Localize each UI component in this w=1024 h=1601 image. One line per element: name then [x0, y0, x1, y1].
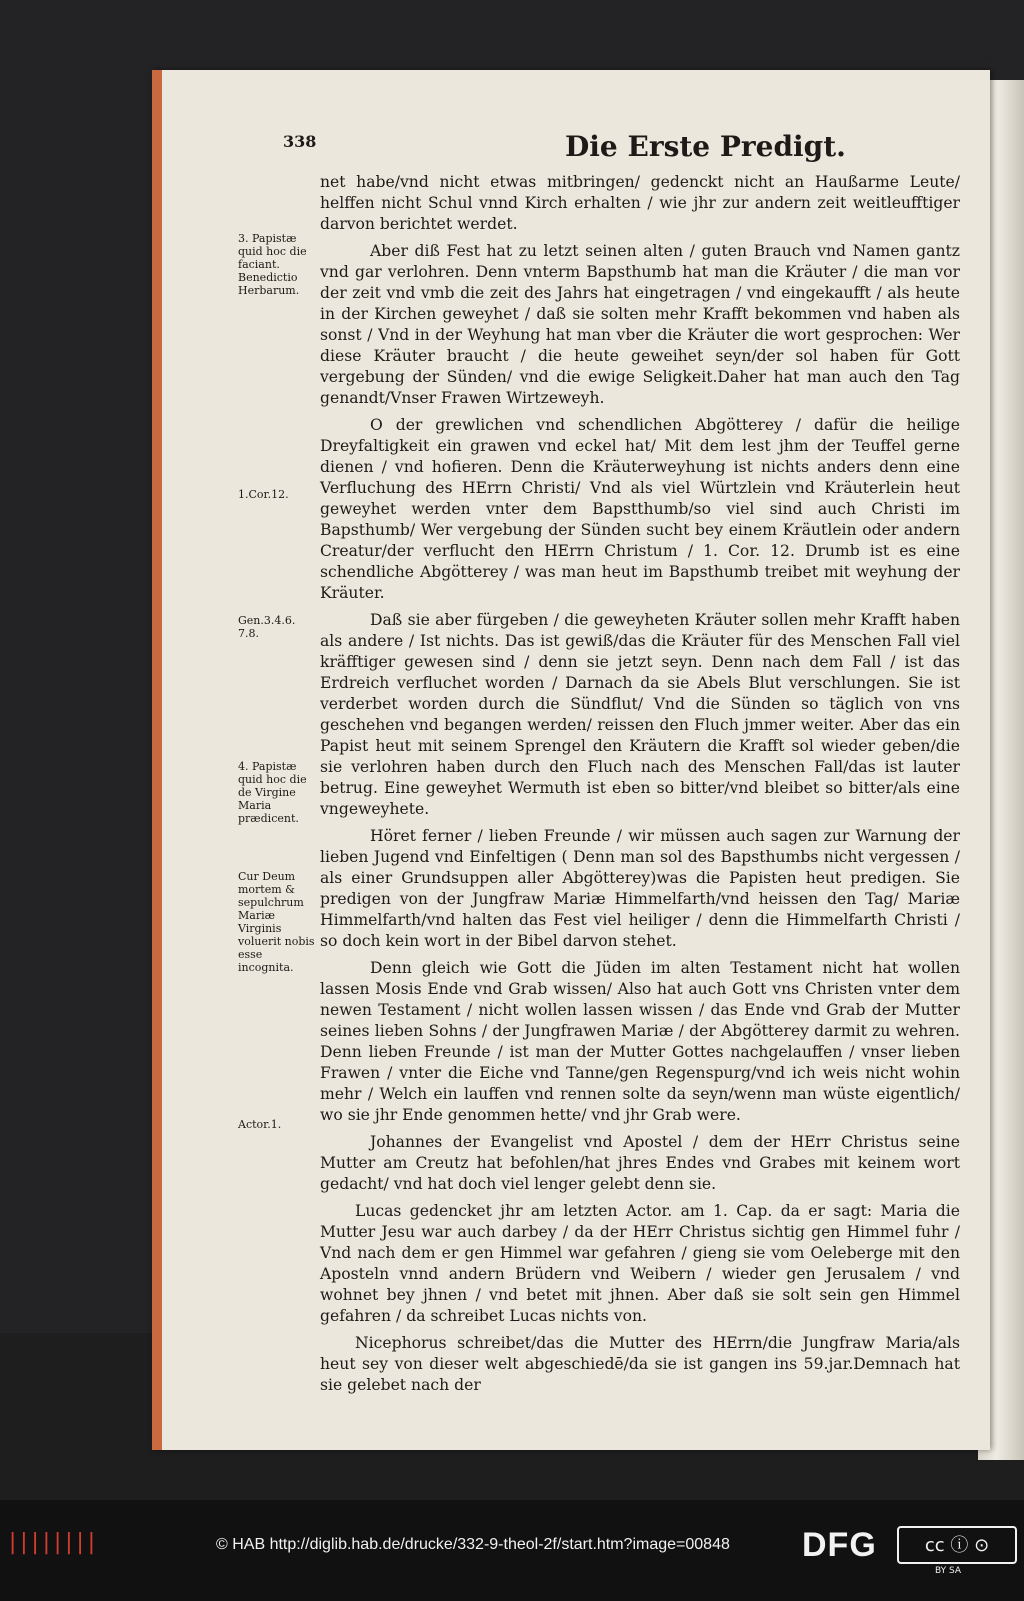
paragraph: Denn gleich wie Gott die Jüden im alten Testament nicht hat wollen lassen Mosis Ende vnd Grab wissen/ Also hat auch Gott vns Christen vnter dem newen Testament / nicht wollen lassen wissen / das Ende vnd Grab der Mutter seines lieben Sohns / der Jungfrawen Mariæ / der Abgötterey darmit zu wehren. Denn lieben Freunde / ist man der Mutter Gottes nachgelauffen / vnser lieben Frawen / vnter die Eiche vnd Tanne/gen Regenspurg/vnd ich weis nicht wohin mehr / Welch ein lauffen vnd rennen solte da seyn/wenn man wüste eigentlich/ wo sie jhr Ende genommen hette/ vnd jhr Grab were.	[320, 959, 960, 1124]
margin-note: 4. Papistæ quid hoc die de Virgine Maria prædicent.	[238, 760, 307, 825]
margin-note: 3. Papistæ quid hoc die faciant. Benedictio Herbarum.	[238, 232, 307, 297]
page-number: 338	[283, 132, 317, 151]
margin-note: Cur Deum mortem & sepulchrum Mariæ Virginis voluerit nobis esse incognita.	[238, 870, 315, 974]
paragraph: O der grewlichen vnd schendlichen Abgötterey / dafür die heilige Dreyfaltigkeit ein grawen vnd eckel hat/ Mit dem lest jhm der Teuffel gerne dienen / vnd hofieren. Denn die Kräuterweyhung ist nichts anders denn eine Verfluchung des HErrn Christi/ Vnd als viel Würtzlein vnd Kräuterlein heut geweyhet werden vnter dem Bapstthumb/so viel sind auch Christi im Bapsthumb/ Wer vergebung der Sünden sucht bey einem Kräutlein oder andern Creatur/der verflucht den HErrn Christum / 1. Cor. 12. Drumb ist es eine schendliche Abgötterey / was man heut im Bapsthumb treibet mit weyhung der Kräuter.	[320, 416, 960, 602]
paragraph: Daß sie aber fürgeben / die geweyheten Kräuter sollen mehr Krafft haben als andere / Ist nichts. Das ist gewiß/das die Kräuter für des Menschen Fall viel kräfftiger gewesen sind / denn sie jetzt seyn. Denn nach dem Fall / ist das Erdreich verfluchet worden / Darnach da sie Abels Blut verschlungen. Sie ist verderbet worden durch die Sündflut/ Vnd die Sünden so täglich von vns geschehen vnd begangen werden/ reissen den Fluch jmmer weiter. Aber das ein Papist heut mit seinem Sprengel den Kräutern die Krafft sol wieder geben/die sie verlohren haben durch den Fluch nach des Menschen Fall/das ist lauter betrug. Eine geweyhet Wermuth ist eben so bitter/vnd bleibet so bitter/als eine vngeweyhete.	[320, 611, 960, 818]
margin-note: 1.Cor.12.	[238, 488, 289, 501]
paragraph: Nicephorus schreibet/das die Mutter des HErrn/die Jungfraw Maria/als heut sey von dieser welt abgeschiedē/da sie ist gangen ins 59.jar.Demnach hat sie gelebet nach der	[320, 1334, 960, 1394]
page-title: Die Erste Predigt.	[565, 130, 846, 163]
paragraph: Höret ferner / lieben Freunde / wir müssen auch sagen zur Warnung der lieben Jugend vnd Einfeltigen ( Denn man sol des Bapsthumbs nicht vergessen / als einer Grundsuppen aller Abgötterey)was die Papisten heut predigen. Sie predigen von der Jungfraw Mariæ Himmelfarth/vnd heissen den Tag/ Mariæ Himmelfarth/vnd halten das Fest viel heiliger / denn die Himmelfarth Christi / so doch kein wort in der Bibel darvon stehet.	[320, 827, 960, 950]
paragraph: Johannes der Evangelist vnd Apostel / dem der HErr Christus seine Mutter am Creutz hat befohlen/hat jhres Endes vnd Grabes mit keinem wort gedacht/ vnd hat doch viel lenger gelebt denn sie.	[320, 1133, 960, 1193]
paragraph: Lucas gedencket jhr am letzten Actor. am 1. Cap. da er sagt: Maria die Mutter Jesu war auch darbey / da der HErr Christus sichtig gen Himmel fuhr / Vnd nach dem er gen Himmel war gefahren / gieng sie vom Oeleberge mit den Aposteln vnnd andern Brüdern vnd Weibern / wieder gen Jerusalem / vnd wohnet bey jhnen / vnd betet mit jhnen. Aber daß sie solt sein gen Himmel gefahren / da schreibet Lucas nichts von.	[320, 1202, 960, 1325]
margin-note: Actor.1.	[238, 1118, 282, 1131]
copyright-link[interactable]: © HAB http://diglib.hab.de/drucke/332-9-theol-2f/start.htm?image=00848	[216, 1536, 730, 1553]
dfg-logo: DFG	[802, 1526, 877, 1564]
paragraph: Aber diß Fest hat zu letzt seinen alten / guten Brauch vnd Namen gantz vnd gar verlohren. Denn vnterm Bapsthumb hat man die Kräuter / die man vor der zeit vnd vmb die zeit des Jahrs hat eingetragen / vnd eingekaufft / als heute in der Kirchen geweyhet / daß sie solten mehr Krafft bekommen vnd haben als sonst / Vnd in der Weyhung hat man vber die Kräuter die wort gesprochen: Wer diese Kräuter braucht / die heute geweihet seyn/der sol haben für Gott vergebung der Sünden/ vnd die ewige Seligkeit.Daher hat man auch den Tag genandt/Vnser Frawen Wirtzeweyh.	[320, 242, 960, 407]
hab-logo-icon: ||||||||	[6, 1530, 96, 1555]
main-text	[320, 172, 960, 1402]
cc-license-label: BY SA	[935, 1566, 962, 1576]
paragraph: net habe/vnd nicht etwas mitbringen/ gedenckt nicht an Haußarme Leute/ helffen nicht Schul vnnd Kirch erhalten / wie jhr zur andern zeit weitleufftiger darvon berichtet werdet.	[320, 173, 960, 233]
cc-license-icon[interactable]: cc ⓘ ⊙	[897, 1526, 1017, 1564]
margin-note: Gen.3.4.6. 7.8.	[238, 614, 296, 640]
